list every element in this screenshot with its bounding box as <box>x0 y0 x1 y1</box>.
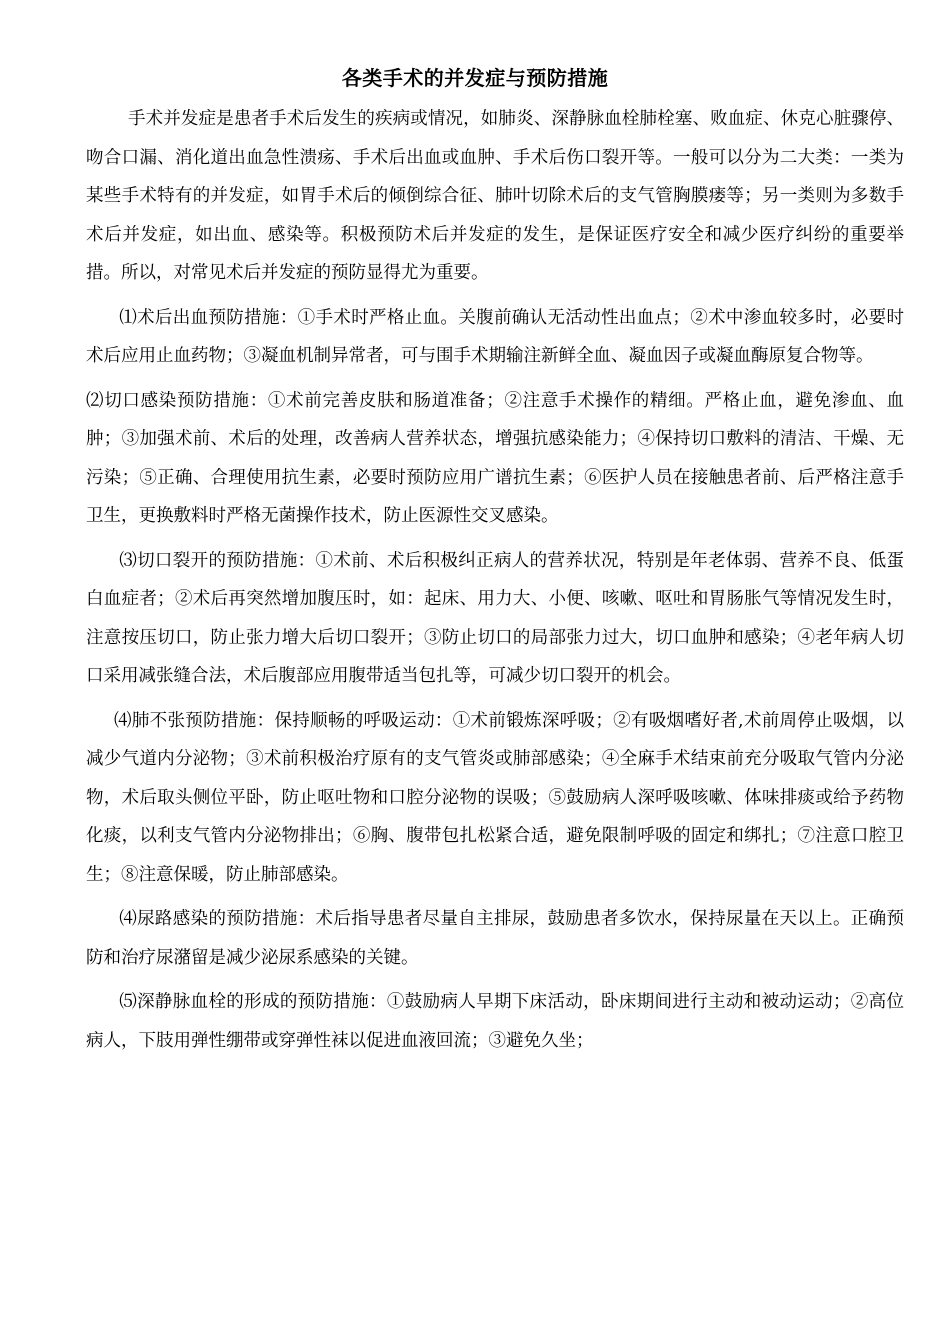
section-postop-bleeding: ⑴术后出血预防措施：①手术时严格止血。关腹前确认无活动性出血点；②术中渗血较多时，必要时术后应用止血药物；③凝血机制异常者，可与围手术期输注新鲜全血、凝血因子或凝血酶原复合物等。 <box>86 307 904 366</box>
section-urinary-infection: ⑷尿路感染的预防措施：术后指导患者尽量自主排尿，鼓励患者多饮水，保持尿量在天以上。正确预防和治疗尿潴留是减少泌尿系感染的关键。 <box>86 909 904 968</box>
document-title: 各类手术的并发症与预防措施 <box>341 66 609 90</box>
section-incision-dehiscence: ⑶切口裂开的预防措施：①术前、术后积极纠正病人的营养状况，特别是年老体弱、营养不良、低蛋白血症者；②术后再突然增加腹压时，如：起床、用力大、小便、咳嗽、呕吐和胃肠胀气等情况发生时，注意按压切口，防止张力增大后切口裂开；③防止切口的局部张力过大，切口血肿和感染；④老年病人切口采用减张缝合法，术后腹部应用腹带适当包扎等，可减少切口裂开的机会。 <box>86 550 904 686</box>
document-body <box>86 100 904 1066</box>
section-incision-infection: ⑵切口感染预防措施：①术前完善皮肤和肠道准备；②注意手术操作的精细。严格止血，避免渗血、血肿；③加强术前、术后的处理，改善病人营养状态，增强抗感染能力；④保持切口敷料的清洁、干燥、无污染；⑤正确、合理使用抗生素，必要时预防应用广谱抗生素；⑥医护人员在接触患者前、后严格注意手卫生，更换敷料时严格无菌操作技术，防止医源性交叉感染。 <box>86 390 904 526</box>
section-dvt: ⑸深静脉血栓的形成的预防措施：①鼓励病人早期下床活动，卧床期间进行主动和被动运动；②高位病人，下肢用弹性绷带或穿弹性袜以促进血液回流；③避免久坐； <box>86 992 904 1051</box>
section-atelectasis: ⑷肺不张预防措施：保持顺畅的呼吸运动：①术前锻炼深呼吸；②有吸烟嗜好者,术前周停止吸烟，以减少气道内分泌物；③术前积极治疗原有的支气管炎或肺部感染；④全麻手术结束前充分吸取气管内分泌物，术后取头侧位平卧，防止呕吐物和口腔分泌物的误吸；⑤鼓励病人深呼吸咳嗽、体味排痰或给予药物化痰，以利支气管内分泌物排出；⑥胸、腹带包扎松紧合适，避免限制呼吸的固定和绑扎；⑦注意口腔卫生；⑧注意保暖，防止肺部感染。 <box>86 710 904 885</box>
intro-paragraph: 手术并发症是患者手术后发生的疾病或情况，如肺炎、深静脉血栓肺栓塞、败血症、休克心脏骤停、吻合口漏、消化道出血急性溃疡、手术后出血或血肿、手术后伤口裂开等。一般可以分为二大类：一类为某些手术特有的并发症，如胃手术后的倾倒综合征、肺叶切除术后的支气管胸膜瘘等；另一类则为多数手术后并发症，如出血、感染等。积极预防术后并发症的发生，是保证医疗安全和减少医疗纠纷的重要举措。所以，对常见术后并发症的预防显得尤为重要。 <box>86 109 904 283</box>
